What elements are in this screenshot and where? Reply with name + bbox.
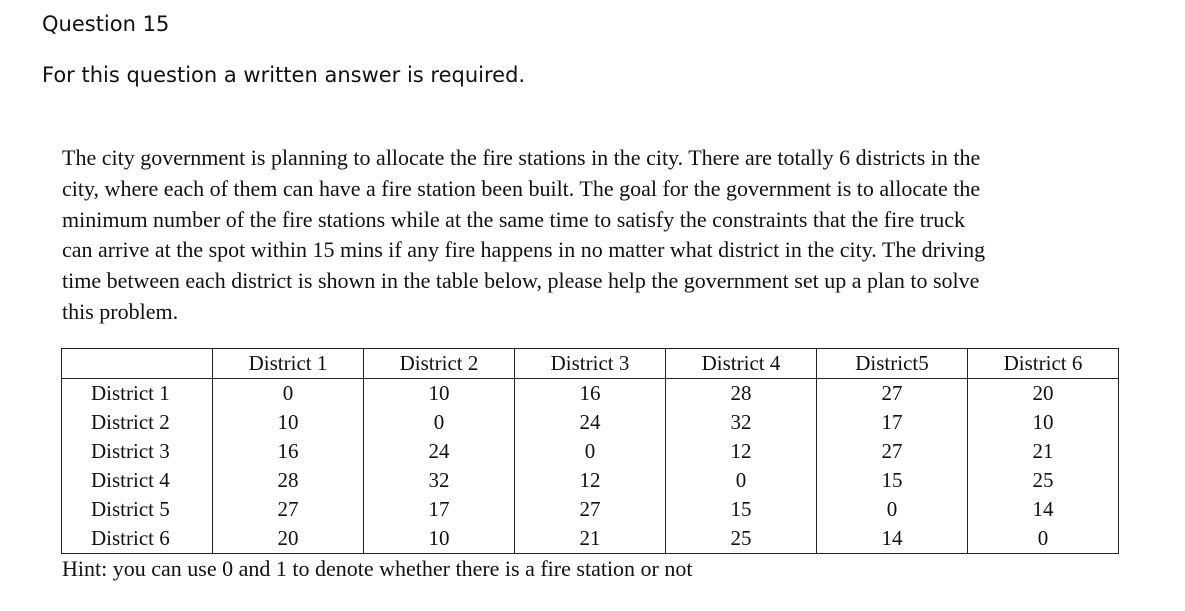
table-cell: 28 xyxy=(213,466,364,495)
column-header: District 3 xyxy=(515,349,666,379)
table-cell: 14 xyxy=(817,524,968,554)
problem-line: can arrive at the spot within 15 mins if any fire happens in no matter what district in the city. The driving xyxy=(62,237,986,263)
table-cell: 14 xyxy=(968,495,1119,524)
table-row xyxy=(62,379,1119,409)
table-row xyxy=(62,437,1119,466)
table-cell: 0 xyxy=(968,524,1119,554)
table-cell: 10 xyxy=(364,379,515,409)
table-cell: 32 xyxy=(364,466,515,495)
problem-line: this problem. xyxy=(62,298,179,324)
table-cell: 28 xyxy=(666,379,817,409)
table-cell: 10 xyxy=(213,408,364,437)
problem-line: minimum number of the fire stations while at the same time to satisfy the constraints that the fire truck xyxy=(62,206,965,232)
table-row xyxy=(62,466,1119,495)
row-label: District 4 xyxy=(62,466,213,495)
table-cell: 20 xyxy=(968,379,1119,409)
table-cell: 16 xyxy=(515,379,666,409)
row-label: District 3 xyxy=(62,437,213,466)
table-cell: 10 xyxy=(968,408,1119,437)
table-cell: 10 xyxy=(364,524,515,554)
table-cell: 27 xyxy=(817,437,968,466)
hint-text: Hint: you can use 0 and 1 to denote whether there is a fire station or not xyxy=(62,556,693,581)
table-cell: 27 xyxy=(213,495,364,524)
table-cell: 17 xyxy=(817,408,968,437)
row-label: District 1 xyxy=(62,379,213,409)
problem-statement xyxy=(62,143,1122,328)
column-header: District5 xyxy=(817,349,968,379)
table-cell: 27 xyxy=(817,379,968,409)
table-cell: 21 xyxy=(968,437,1119,466)
column-header: District 4 xyxy=(666,349,817,379)
table-cell: 16 xyxy=(213,437,364,466)
table-cell: 0 xyxy=(364,408,515,437)
table-cell: 25 xyxy=(666,524,817,554)
driving-time-table xyxy=(61,348,1119,554)
problem-line: city, where each of them can have a fire station been built. The goal for the government is to allocate the xyxy=(62,175,981,201)
question-instruction: For this question a written answer is required. xyxy=(42,63,526,87)
table-cell: 24 xyxy=(364,437,515,466)
column-header: District 6 xyxy=(968,349,1119,379)
table-cell: 0 xyxy=(666,466,817,495)
table-cell: 0 xyxy=(515,437,666,466)
table-cell: 21 xyxy=(515,524,666,554)
table-cell: 0 xyxy=(213,379,364,409)
table-cell: 27 xyxy=(515,495,666,524)
row-label: District 6 xyxy=(62,524,213,554)
column-header: District 1 xyxy=(213,349,364,379)
table-row xyxy=(62,524,1119,554)
row-label: District 5 xyxy=(62,495,213,524)
table-cell: 15 xyxy=(666,495,817,524)
table-row xyxy=(62,495,1119,524)
table-row xyxy=(62,408,1119,437)
table-cell: 25 xyxy=(968,466,1119,495)
column-header: District 2 xyxy=(364,349,515,379)
table-cell: 24 xyxy=(515,408,666,437)
table-cell: 20 xyxy=(213,524,364,554)
table-cell: 0 xyxy=(817,495,968,524)
table-cell: 12 xyxy=(666,437,817,466)
problem-line: The city government is planning to allocate the fire stations in the city. There are totally 6 districts in the xyxy=(62,145,981,170)
table-header-row xyxy=(62,349,1119,379)
table-cell: 12 xyxy=(515,466,666,495)
row-label: District 2 xyxy=(62,408,213,437)
table-corner-cell xyxy=(62,349,213,379)
question-title: Question 15 xyxy=(42,12,170,36)
table-cell: 17 xyxy=(364,495,515,524)
table-cell: 15 xyxy=(817,466,968,495)
table-cell: 32 xyxy=(666,408,817,437)
problem-line: time between each district is shown in the table below, please help the government set up a plan to solve xyxy=(62,268,980,294)
